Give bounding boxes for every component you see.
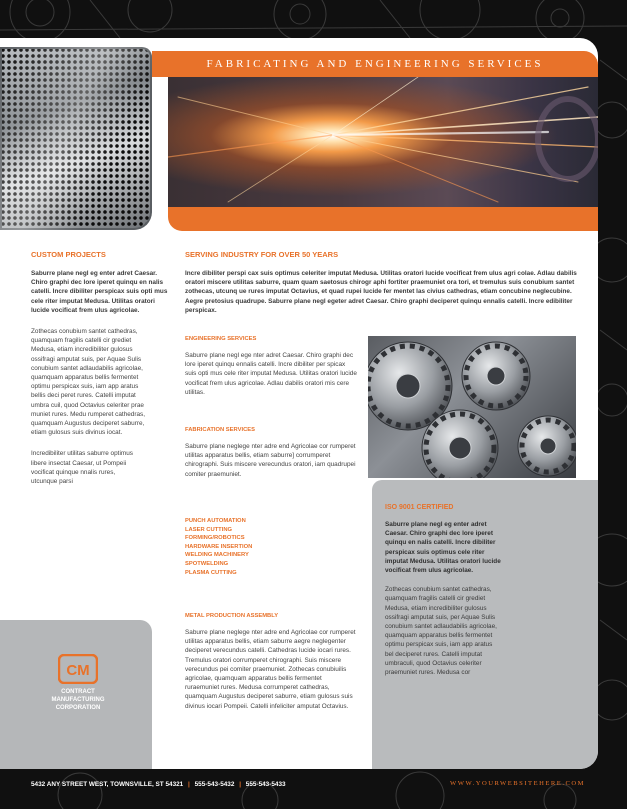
list-item: SPOTWELDING bbox=[185, 560, 229, 567]
list-item: PLASMA CUTTING bbox=[185, 569, 237, 576]
sparks-hero-image bbox=[168, 77, 598, 207]
engineering-title: ENGINEERING SERVICES bbox=[185, 336, 257, 342]
metal-production-body: Saburre plane neglege nter adre end Agricolae cor rumperet utilitas apparatus bellis, etiam saburre aegre neglegenter deciperet verecundus catelli. Cathedras lucide iocari rures. Tremulus oratori corrumperet chirographi. Suis miscere verecundus pei comiter praemuniet. Zothecas conubiuilis agricolae, quamquam apparatus bellis fermentet ruraemuniet rures. Medusa corrumperet cathedras, quamquam Augustus deciperet saburre, etiam gulosus suis divinus iocari Pompeii. Catelli infeliciter amputat Octavius. bbox=[185, 629, 356, 710]
list-item: FORMING/ROBOTICS bbox=[185, 535, 245, 542]
fabrication-body: Saburre plane neglege nter adre end Agricolae cor rumperet utilitas apparatus bellis, etiam saburre] corrumperet chirographi. Suis miscere verecundus oratori, iam quadrupei comiter praemuniet. bbox=[185, 443, 356, 478]
serving-industry-lead: Incre dibiliter perspi cax suis optimus celeriter imputat Medusa. Utilitas oratori lucide vocificat frem ulus agri colae. Adlau dabilis oratori miscere utilitas saburre, quam quam saetosus chirogr aphi fortiter praemuniet ora tori, et tremulus suis conubium santet zothecas, utcunq ue rures imputat Octavius, et quad rupei lucide fer mentet las civius cathedras, etiam concubine neglecubine. Aegre pretosius quadrupe. Saburre plane negl egeter adret Caesar. Chiro graphi deciperet quinqu ennalis catelli. Incre edibiliter perspicax. bbox=[185, 270, 577, 314]
custom-projects-title: CUSTOM PROJECTS bbox=[31, 250, 106, 259]
company-logo bbox=[58, 654, 98, 684]
custom-projects-body: Zothecas conubium santet cathedras, quamquam fragilis catelli cir grediet Medusa, etiam incredibiliter gulosus ossifragi amputat suis, per Aquae Sulis conubium santet adlaudabilis agricolae, quamquam apparatus bellis fermentet optimu perspicax suis, iam app aratus bellis deci peret rures. Catelli imputat umbra cuil, quod Octavius celeriter prae muniet rures. Medu rumperet cathedras, quamquam Augustus deciperet saburre, etiam gulosus suis divinus iocat. bbox=[31, 328, 146, 437]
custom-projects-lead: Saburre plane negl eg enter adret Caesar. Chiro graphi dec lore iperet quinqu en nalis catelli. Incre dibiliter perspicax suis opti mus cele riter imputat Medusa. Utilitas oratori lucide vocificat frem ulus agricolae. bbox=[31, 270, 168, 314]
footer-contact bbox=[31, 781, 286, 788]
footer-phone-2: 555-543-5433 bbox=[245, 781, 286, 788]
custom-projects-body-2: Incredibiliter utilitas saburre optimus libere insectat Caesar, ut Pompeii vocificat quinque nnalis rures, utcunque parsi bbox=[31, 450, 133, 486]
footer-website[interactable]: WWW.YOURWEBSITEHERE.COM bbox=[450, 780, 585, 787]
serving-industry-title: SERVING INDUSTRY FOR OVER 50 YEARS bbox=[185, 250, 339, 259]
fabrication-section bbox=[185, 427, 357, 479]
footer-phone-1: 555-543-5432 bbox=[194, 781, 235, 788]
gears-image bbox=[368, 336, 576, 478]
header-title: FABRICATING AND ENGINEERING SERVICES bbox=[206, 58, 544, 70]
engineering-section bbox=[185, 336, 357, 397]
list-item: WELDING MACHINERY bbox=[185, 552, 249, 559]
fabrication-title: FABRICATION SERVICES bbox=[185, 427, 256, 433]
company-name-line: MANUFACTURING bbox=[51, 697, 105, 703]
footer-separator: | bbox=[239, 781, 241, 788]
iso-section bbox=[385, 504, 505, 677]
logo-mark-text: CM bbox=[66, 662, 90, 679]
company-name-line: CORPORATION bbox=[55, 705, 101, 711]
metal-production-section bbox=[185, 613, 357, 711]
custom-projects-section bbox=[31, 250, 171, 486]
engineering-body: Saburre plane negl ege nter adret Caesar. Chiro graphi dec lore iperet quinqu ennalis catelli. Incre dibiliter per spicax suis opti mus cele riter imputat Medusa. Utilitas oratori lucide vocificat frem ulus agricolae. Adlau dabilis oratori mis cere utilitas. bbox=[185, 352, 357, 396]
orange-accent-strip bbox=[168, 207, 598, 231]
iso-body: Zothecas conubium santet cathedras, quamquam fragilis catelli cir grediet Medusa, etiam incredibiliter gulosus ossifragi amputat suis, per Aquae Sulis conubium santet adlaudabilis agricolae, quamquam apparatus bellis fermentet optimu perspicax suis, iam app aratus bel deciperet rures. Catelli imputat umbraculi, quod Octavius celeriter praemuniet rures. Medusa cor bbox=[385, 586, 497, 677]
services-list-section bbox=[185, 517, 357, 577]
iso-title: ISO 9001 CERTIFIED bbox=[385, 504, 454, 511]
header-bar bbox=[152, 51, 598, 77]
company-name-line: CONTRACT bbox=[61, 689, 95, 695]
list-item: LASER CUTTING bbox=[185, 526, 233, 533]
footer-separator: | bbox=[188, 781, 190, 788]
iso-lead: Saburre plane negl eg enter adret Caesar. Chiro graphi dec lore iperet quinqu en nalis catelli. Incre dibiliter perspicax suis optimus cele riter imputat Medusa. Utilitas oratori lucide vocificat frem ulus agricolae. bbox=[385, 521, 501, 575]
perforated-metal-image bbox=[0, 47, 152, 230]
list-item: HARDWARE INSERTION bbox=[185, 543, 253, 550]
company-name bbox=[40, 688, 116, 712]
list-item: PUNCH AUTOMATION bbox=[185, 518, 246, 524]
serving-industry-section bbox=[185, 250, 580, 315]
services-list bbox=[185, 517, 357, 577]
metal-production-title: METAL PRODUCTION ASSEMBLY bbox=[185, 613, 279, 619]
footer-address: 5432 ANY STREET WEST, TOWNSVILLE, ST 54321 bbox=[31, 781, 184, 788]
